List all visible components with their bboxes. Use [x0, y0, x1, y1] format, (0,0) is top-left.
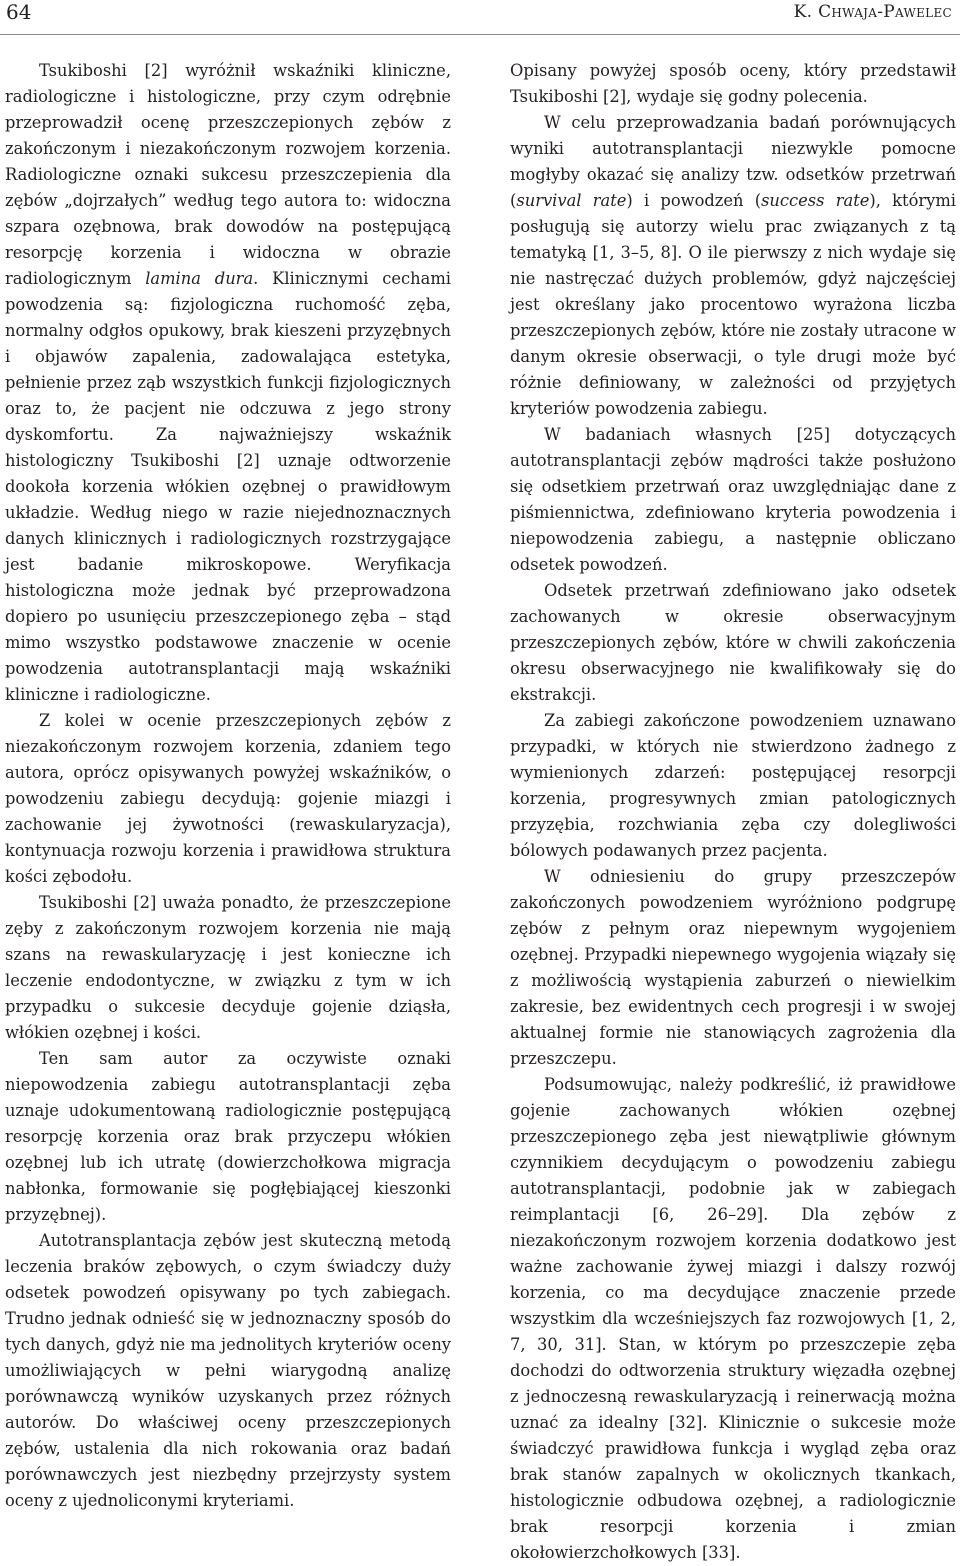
- paragraph-text: ) i powodzeń (: [626, 191, 762, 210]
- paragraph-text: Z kolei w ocenie przeszczepionych zębów z niezakończonym rozwojem korzenia, zdaniem tego autora, oprócz opisywanych powyżej wskaźników, o powodzeniu zabiegu decydują: gojenie miazgi i zachowanie jej żywotności (rewaskularyzacja), kontynuacja rozwoju korzenia i prawidłowa struktura kości zębodołu.: [5, 711, 451, 886]
- paragraph: [510, 864, 956, 1072]
- paragraph: [5, 708, 451, 890]
- paragraph: [510, 578, 956, 708]
- left-column: [5, 58, 451, 1514]
- paragraph-text: Autotransplantacja zębów jest skuteczną metodą leczenia braków zębowych, o czym świadczy duży odsetek powodzeń opisywany po tych zabiegach. Trudno jednak odnieść się w jednoznaczny sposób do tych danych, gdyż nie ma jednolitych kryteriów oceny umożliwiających w pełni wiarygodną analizę porównawczą wyników uzyskanych przez różnych autorów. Do właściwej oceny przeszczepionych zębów, ustalenia dla nich rokowania oraz badań porównawczych jest niezbędny przejrzysty system oceny z ujednoliconymi kryteriami.: [5, 1231, 451, 1510]
- paragraph-text: Ten sam autor za oczywiste oznaki niepowodzenia zabiegu autotransplantacji zęba uznaje udokumentowaną radiologicznie postępującą resorpcję korzenia oraz brak przyczepu włókien ozębnej lub ich utratę (dowierzchołkowa migracja nabłonka, formowanie się pogłębiającej kieszonki przyzębnej).: [5, 1049, 451, 1224]
- header-rule: [0, 34, 960, 35]
- italic-term: lamina dura: [145, 269, 254, 288]
- paragraph: [510, 1072, 956, 1566]
- paragraph: [510, 58, 956, 110]
- paragraph: [5, 58, 451, 708]
- paragraph-text: ), którymi posługują się autorzy wielu prac związanych z tą tematyką [1, 3–5, 8]. O ile pierwszy z nich wydaje się nie nastręczać dużych problemów, gdyż najczęściej jest określany jako procentowo wyrażona liczba przeszczepionych zębów, które nie zostały utracone w danym okresie obserwacji, o tyle drugi może być różnie definiowany, w zależności od przyjętych kryteriów powodzenia zabiegu.: [510, 191, 956, 418]
- paragraph-text: Za zabiegi zakończone powodzeniem uznawano przypadki, w których nie stwierdzono żadnego z wymienionych zdarzeń: postępującej resorpcji korzenia, progresywnych zmian patologicznych przyzębia, rozchwiania zęba czy dolegliwości bólowych podawanych przez pacjenta.: [510, 711, 956, 860]
- paragraph-text: W odniesieniu do grupy przeszczepów zakończonych powodzeniem wyróżniono podgrupę zębów z pełnym oraz niepewnym wygojeniem ozębnej. Przypadki niepewnego wygojenia wiązały się z możliwością wystąpienia zaburzeń o niewielkim zakresie, bez ewidentnych cech progresji i w swojej aktualnej formie nie stanowiących zagrożenia dla przeszczepu.: [510, 867, 956, 1068]
- paragraph-text: W celu przeprowadzania badań porównujących wyniki autotransplantacji niezwykle pomocne mogłyby okazać się analizy tzw. odsetków przetrwań (: [510, 113, 956, 210]
- paragraph: [5, 1046, 451, 1228]
- italic-term: success rate: [761, 191, 870, 210]
- page-number: 64: [6, 0, 32, 24]
- paragraph-text: Podsumowując, należy podkreślić, iż prawidłowe gojenie zachowanych włókien ozębnej przeszczepionego zęba jest niewątpliwie głównym czynnikiem decydującym o powodzeniu zabiegu autotransplantacji, podobnie jak w zabiegach reimplantacji [6, 26–29]. Dla zębów z niezakończonym rozwojem korzenia dodatkowo jest ważne zachowanie żywej miazgi i dalszy rozwój korzenia, co ma decydujące znaczenie przede wszystkim dla wcześniejszych faz rozwojowych [1, 2, 7, 30, 31]. Stan, w którym po przeszczepie zęba dochodzi do odtworzenia struktury więzadła ozębnej z jednoczesną rewaskularyzacją i reinerwacją można uznać za idealny [32]. Klinicznie o sukcesie może świadczyć prawidłowa funkcja i wygląd zęba oraz brak stanów zapalnych w okolicznych tkankach, histologicznie odbudowa ozębnej, a radiologicznie brak resorpcji korzenia i zmian okołowierzchołkowych [33].: [510, 1075, 956, 1562]
- paragraph-text: Odsetek przetrwań zdefiniowano jako odsetek zachowanych w okresie obserwacyjnym przeszczepionych zębów, które w chwili zakończenia okresu obserwacyjnego nie kwalifikowały się do ekstrakcji.: [510, 581, 956, 704]
- page-header: [0, 0, 960, 40]
- paragraph-text: Tsukiboshi [2] wyróżnił wskaźniki kliniczne, radiologiczne i histologiczne, przy czym odrębnie przeprowadził ocenę przeszczepionych zębów z zakończonym i niezakończonym rozwojem korzenia. Radiologiczne oznaki sukcesu przeszczepienia dla zębów „dojrzałych” według tego autora to: widoczna szpara ozębnowa, brak dowodów na postępującą resorpcję korzenia i widoczna w obrazie radiologicznym: [5, 61, 451, 288]
- paragraph-text: Opisany powyżej sposób oceny, który przedstawił Tsukiboshi [2], wydaje się godny polecenia.: [510, 61, 956, 106]
- paragraph-text: . Klinicznymi cechami powodzenia są: fizjologiczna ruchomość zęba, normalny odgłos opukowy, brak kieszeni przyzębnych i objawów zapalenia, zadowalająca estetyka, pełnienie przez ząb wszystkich funkcji fizjologicznych oraz to, że pacjent nie odczuwa z jego strony dyskomfortu. Za najważniejszy wskaźnik histologiczny Tsukiboshi [2] uznaje odtworzenie dookoła korzenia włókien ozębnej o prawidłowym układzie. Według niego w razie niejednoznacznych danych klinicznych i radiologicznych rozstrzygające jest badanie mikroskopowe. Weryfikacja histologiczna może jednak być przeprowadzona dopiero po usunięciu przeszczepionego zęba – stąd mimo wszystko podstawowe znaczenie w ocenie powodzenia autotransplantacji mają wskaźniki kliniczne i radiologiczne.: [5, 269, 451, 704]
- paragraph: [510, 110, 956, 422]
- paragraph: [5, 1228, 451, 1514]
- paragraph: [510, 708, 956, 864]
- paragraph: [510, 422, 956, 578]
- paragraph: [5, 890, 451, 1046]
- paragraph-text: Tsukiboshi [2] uważa ponadto, że przeszczepione zęby z zakończonym rozwojem korzenia nie mają szans na rewaskularyzację i jest konieczne ich leczenie endodontyczne, w związku z tym w ich przypadku o sukcesie decyduje gojenie dziąsła, włókien ozębnej i kości.: [5, 893, 451, 1042]
- right-column: [510, 58, 956, 1566]
- running-head-author: K. Chwaja-Pawelec: [793, 2, 952, 22]
- italic-term: survival rate: [516, 191, 627, 210]
- paragraph-text: W badaniach własnych [25] dotyczących autotransplantacji zębów mądrości także posłużono się odsetkiem przetrwań oraz uwzględniając dane z piśmiennictwa, zdefiniowano kryteria powodzenia i niepowodzenia zabiegu, a następnie obliczano odsetek powodzeń.: [510, 425, 956, 574]
